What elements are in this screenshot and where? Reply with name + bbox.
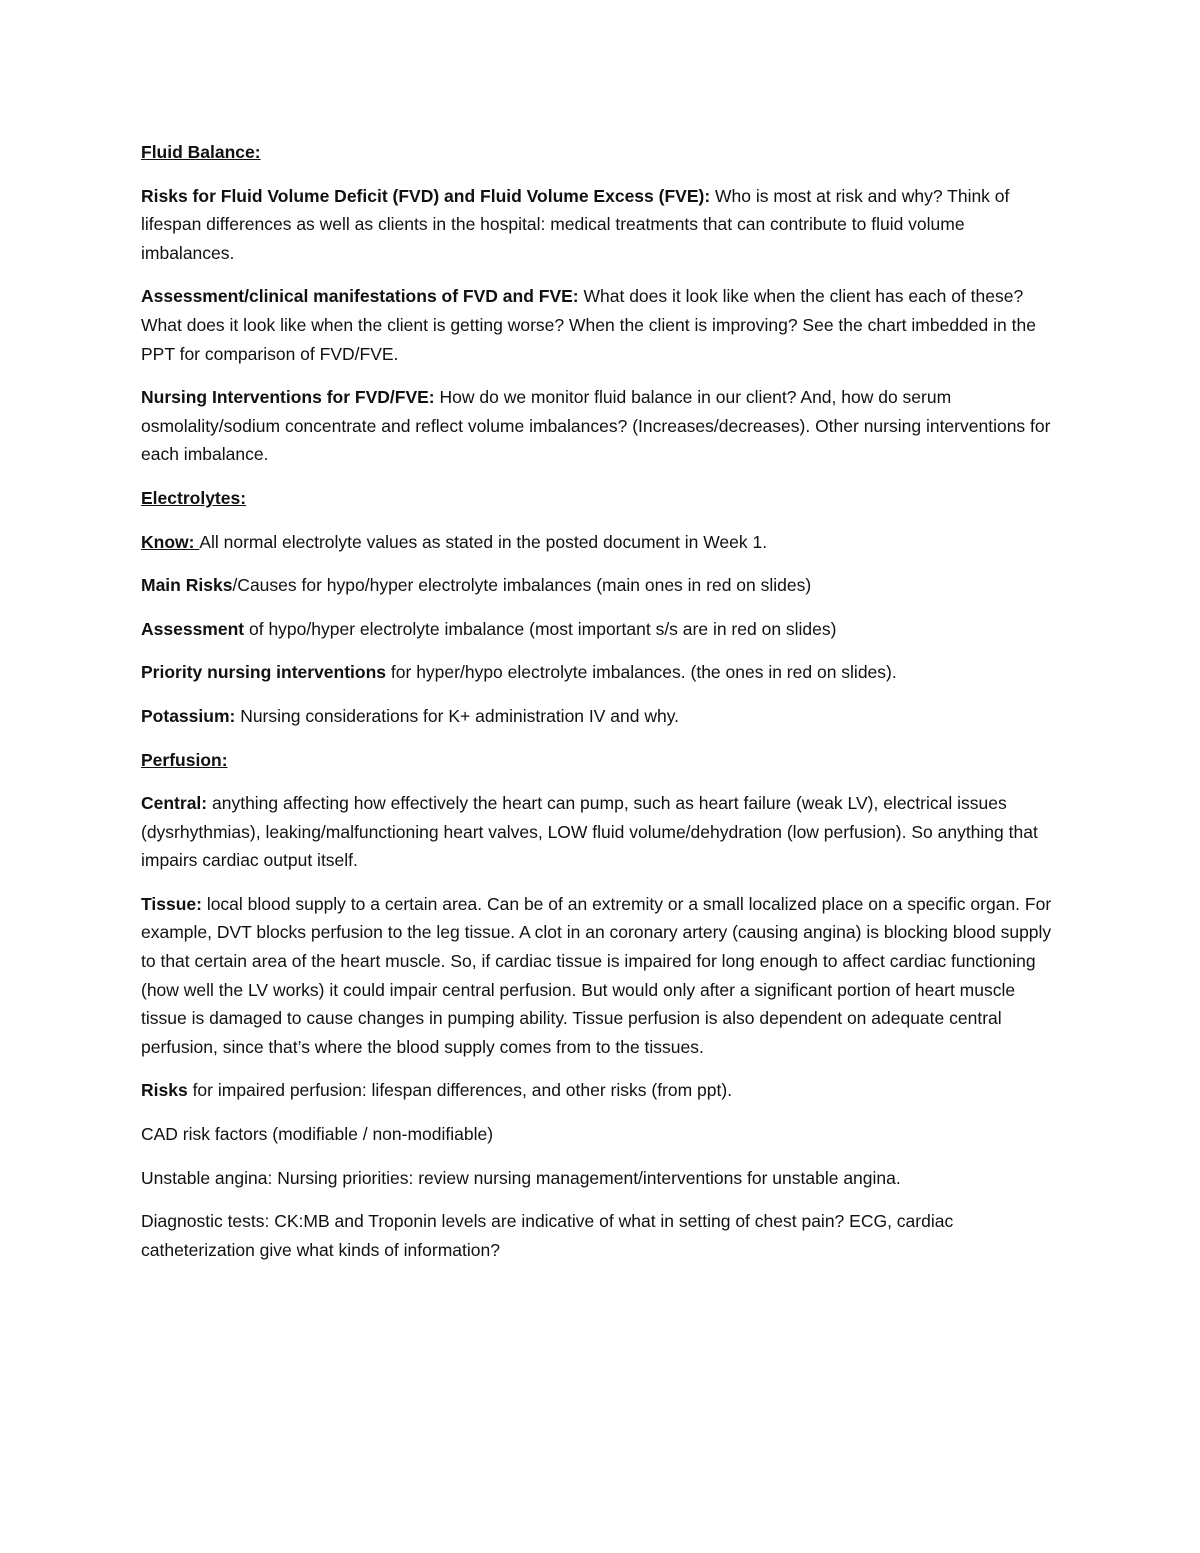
- fluid-interventions-text: How do we monitor fluid balance in our client? And, how do serum osmolality/sodium concentrate and reflect volume imbalances? (Increases/decreases). Other nursing interventions for each imbalance.: [141, 387, 1051, 465]
- perfusion-central-paragraph: [141, 789, 1061, 875]
- angina-text: Unstable angina: Nursing priorities: review nursing management/interventions for unstable angina.: [141, 1167, 901, 1188]
- fluid-assessment-text: What does it look like when the client has each of these? What does it look like when the client is getting worse? When the client is improving? See the chart imbedded in the PPT for comparison of FVD/FVE.: [141, 286, 1036, 364]
- tissue-text: local blood supply to a certain area. Can be of an extremity or a small localized place on a specific organ. For example, DVT blocks perfusion to the leg tissue. A clot in an coronary artery (causing angina) is blocking blood supply to that certain area of the heart muscle. So, if cardiac tissue is impaired for long enough to affect cardiac functioning (how well the LV works) it could impair central perfusion. But would only after a significant portion of heart muscle tissue is damaged to cause changes in pumping ability. Tissue perfusion is also dependent on adequate central perfusion, since that’s where the blood supply comes from to the tissues.: [141, 893, 1052, 1057]
- electrolytes-priority-paragraph: [141, 658, 1061, 687]
- electrolytes-risks-paragraph: [141, 571, 1061, 600]
- electrolytes-potassium-paragraph: [141, 702, 1061, 731]
- fluid-balance-heading: [141, 138, 1061, 167]
- priority-label: Priority nursing interventions: [141, 662, 387, 683]
- perfusion-risks-text: for impaired perfusion: lifespan differences, and other risks (from ppt).: [187, 1080, 733, 1101]
- cad-risk-paragraph: [141, 1120, 1061, 1149]
- fluid-risks-paragraph: [141, 182, 1061, 268]
- perfusion-heading: [141, 746, 1061, 775]
- fluid-interventions-label: Nursing Interventions for FVD/FVE:: [141, 387, 435, 408]
- fluid-assessment-label: Assessment/clinical manifestations of FVD and FVE:: [141, 286, 579, 307]
- fluid-risks-label: Risks for Fluid Volume Deficit (FVD) and Fluid Volume Excess (FVE):: [141, 185, 711, 206]
- perfusion-risks-label: Risks: [141, 1080, 188, 1101]
- diagnostic-text: Diagnostic tests: CK:MB and Troponin levels are indicative of what in setting of chest pain? ECG, cardiac catheterization give what kinds of information?: [141, 1211, 954, 1260]
- priority-text: for hyper/hypo electrolyte imbalances. (the ones in red on slides).: [386, 662, 897, 683]
- perfusion-risks-paragraph: [141, 1076, 1061, 1105]
- main-risks-label: Main Risks: [141, 575, 233, 596]
- fluid-assessment-paragraph: [141, 282, 1061, 368]
- document-page: [141, 138, 1061, 1279]
- fluid-interventions-paragraph: [141, 383, 1061, 469]
- central-label: Central:: [141, 793, 208, 814]
- heading-text: Electrolytes:: [141, 487, 247, 508]
- heading-text: Fluid Balance:: [141, 142, 261, 162]
- heading-text: Perfusion:: [141, 749, 228, 770]
- know-text: All normal electrolyte values as stated in the posted document in Week 1.: [199, 531, 768, 552]
- diagnostic-tests-paragraph: [141, 1207, 1061, 1264]
- electrolytes-heading: [141, 484, 1061, 513]
- fluid-risks-text: Who is most at risk and why? Think of lifespan differences as well as clients in the hospital: medical treatments that can contribute to fluid volume imbalances.: [141, 185, 1010, 263]
- electrolytes-know-paragraph: [141, 528, 1061, 557]
- main-risks-text: /Causes for hypo/hyper electrolyte imbalances (main ones in red on slides): [232, 575, 812, 596]
- potassium-label: Potassium:: [141, 705, 236, 726]
- perfusion-tissue-paragraph: [141, 890, 1061, 1062]
- tissue-label: Tissue:: [141, 893, 202, 914]
- assessment-label: Assessment: [141, 618, 245, 639]
- assessment-text: of hypo/hyper electrolyte imbalance (most important s/s are in red on slides): [244, 618, 837, 639]
- cad-text: CAD risk factors (modifiable / non-modifiable): [141, 1124, 494, 1145]
- unstable-angina-paragraph: [141, 1164, 1061, 1193]
- electrolytes-assessment-paragraph: [141, 615, 1061, 644]
- potassium-text: Nursing considerations for K+ administration IV and why.: [235, 705, 680, 726]
- central-text: anything affecting how effectively the heart can pump, such as heart failure (weak LV), electrical issues (dysrhythmias), leaking/malfunctioning heart valves, LOW fluid volume/dehydration (low perfusion). So anything that impairs cardiac output itself.: [141, 793, 1038, 871]
- know-label: Know:: [141, 531, 200, 552]
